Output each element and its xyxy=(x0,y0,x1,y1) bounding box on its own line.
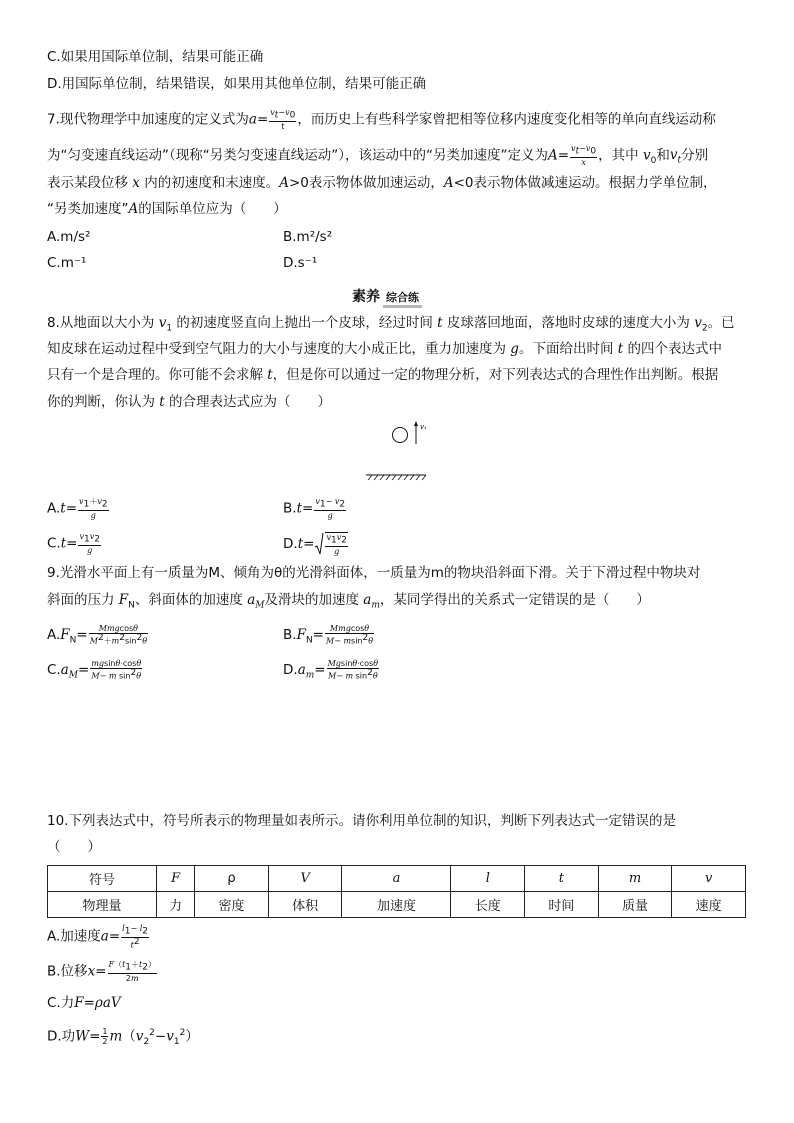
table-cell: 力 xyxy=(157,892,195,918)
q9-option-d: $D.a_m=$ $\frac{Mgsin\theta\cdot\cos\theta}{M- m \sin^2\theta}$ xyxy=(283,659,379,681)
table-cell: 时间 xyxy=(525,892,599,918)
q7-line-1: 7.现代物理学中加速度的定义式为a= $\frac{v_t-v_0}{t}$ ，而历史上有些科学家曾把相等位移内速度变化相等的单向直线运动称 xyxy=(47,108,716,131)
table-cell: 质量 xyxy=(598,892,672,918)
q10-option-d: D.功W= $\frac{1}{2}$ $m(v_2^2-v_1^2)$ xyxy=(47,1027,199,1048)
q7-line-4: “另类加速度”A的国际单位应为（ ） xyxy=(47,201,287,217)
q10-option-a: A.加速度a= $\frac{l_1- l_2}{t^2}$ xyxy=(47,924,149,950)
section-heading: 素养 综合练 xyxy=(352,286,422,308)
q10-option-c: C.力F=ρaV xyxy=(47,995,121,1011)
table-cell: 长度 xyxy=(451,892,525,918)
q9-line-2: 斜面的压力 $F_N$、斜面体的加速度 $a_M$及滑块的加速度 $a_m$，某同学得出的关系式一定错误的是（ ） xyxy=(47,592,650,611)
q8-option-d: D.t= $\frac{v_1v_2}{g}$ xyxy=(283,533,347,556)
table-row xyxy=(48,892,746,918)
q8-line-4: 你的判断，你认为 t 的合理表达式应为（ ） xyxy=(47,394,332,410)
table-cell: V xyxy=(268,866,342,892)
q7-option-b: B.m²/s² xyxy=(283,229,333,245)
q8-option-b: B.t= $\frac{v_1- v_2}{g}$ xyxy=(283,497,346,520)
table-cell: ρ xyxy=(195,866,269,892)
q7-option-a: A.m/s² xyxy=(47,229,91,245)
table-cell: m xyxy=(598,866,672,892)
q7-line-3: 表示某段位移 x 内的初速度和末速度。A>0表示物体做加速运动，A<0表示物体做减速运动。根据力学单位制， xyxy=(47,175,717,191)
table-cell: t xyxy=(525,866,599,892)
table-cell: 密度 xyxy=(195,892,269,918)
q8-line-3: 只有一个是合理的。你可能不会求解 t，但是你可以通过一定的物理分析，对下列表达式的合理性作出判断。根据 xyxy=(47,367,719,383)
q9-line-1: 9.光滑水平面上有一质量为M、倾角为θ的光滑斜面体，一质量为m的物块沿斜面下滑。关于下滑过程中物块对 xyxy=(47,565,701,581)
arrow-head xyxy=(414,421,418,426)
q6-option-c: C.如果用国际单位制，结果可能正确 xyxy=(47,49,264,65)
q8-option-c: C.t= $\frac{v_1v_2}{g}$ xyxy=(47,532,100,555)
q8-line-2: 知皮球在运动过程中受到空气阻力的大小与速度的大小成正比，重力加速度为 g。下面给出时间 t 的四个表达式中 xyxy=(47,341,722,357)
q6-option-d: D.用国际单位制，结果错误，如果用其他单位制，结果可能正确 xyxy=(47,76,427,92)
ground-hatch xyxy=(368,475,426,480)
q7-option-c: C.m⁻¹ xyxy=(47,255,87,271)
ball-icon xyxy=(393,428,408,443)
q9-option-b: $B.F_N=$ $\frac{\text{Mmgcosθ}}{M- msin^2\theta}$ xyxy=(283,624,374,646)
table-cell: F xyxy=(157,866,195,892)
table-cell: 体积 xyxy=(268,892,342,918)
table-cell: a xyxy=(342,866,451,892)
q8-line-1: 8.从地面以大小为 $v_1$ 的初速度竖直向上抛出一个皮球，经过时间 t 皮球落回地面，落地时皮球的速度大小为 $v_2$。已 xyxy=(47,315,735,334)
table-cell: v xyxy=(672,866,746,892)
q7-accel-fraction: $\frac{v_t-v_0}{t}$ xyxy=(270,108,296,131)
table-cell: 加速度 xyxy=(342,892,451,918)
q7-alt-accel-fraction: $\frac{v_t-v_0}{x}$ xyxy=(571,144,597,167)
q10-option-b: B.位移x= $\frac{F(t_1+t_2)}{2m}$ xyxy=(47,960,156,983)
q7-option-d: D.s⁻¹ xyxy=(283,255,318,271)
table-cell: 物理量 xyxy=(48,892,157,918)
table-row xyxy=(48,866,746,892)
ball-launch-figure xyxy=(360,418,440,484)
velocity-label: v₁ xyxy=(420,423,427,431)
table-cell: l xyxy=(451,866,525,892)
table-cell: 符号 xyxy=(48,866,157,892)
section-tag: 综合练 xyxy=(383,291,422,308)
units-table xyxy=(47,865,746,918)
q10-line-2: （ ） xyxy=(47,839,101,855)
q9-option-a: $A.F_N=$ $\frac{\text{Mmgcosθ}}{M^2+m^2\sin^2\theta}$ xyxy=(47,624,148,646)
q9-option-c: $C.a_M=$ $\frac{mgsin\theta\cdot\cos\theta}{M- m \sin^2\theta}$ xyxy=(47,659,142,681)
q10-line-1: 10.下列表达式中，符号所表示的物理量如表所示。请你利用单位制的知识，判断下列表达式一定错误的是 xyxy=(47,813,676,829)
q7-line-2: 为“匀变速直线运动”（现称“另类匀变速直线运动”），该运动中的“另类加速度”定义为A= $\frac{v_t-v_0}{x}$ ，其中 $v_0$和$v_t$分别 xyxy=(47,144,709,167)
table-cell: 速度 xyxy=(672,892,746,918)
q8-option-a: A.t= $\frac{v_1+v_2}{g}$ xyxy=(47,497,108,520)
